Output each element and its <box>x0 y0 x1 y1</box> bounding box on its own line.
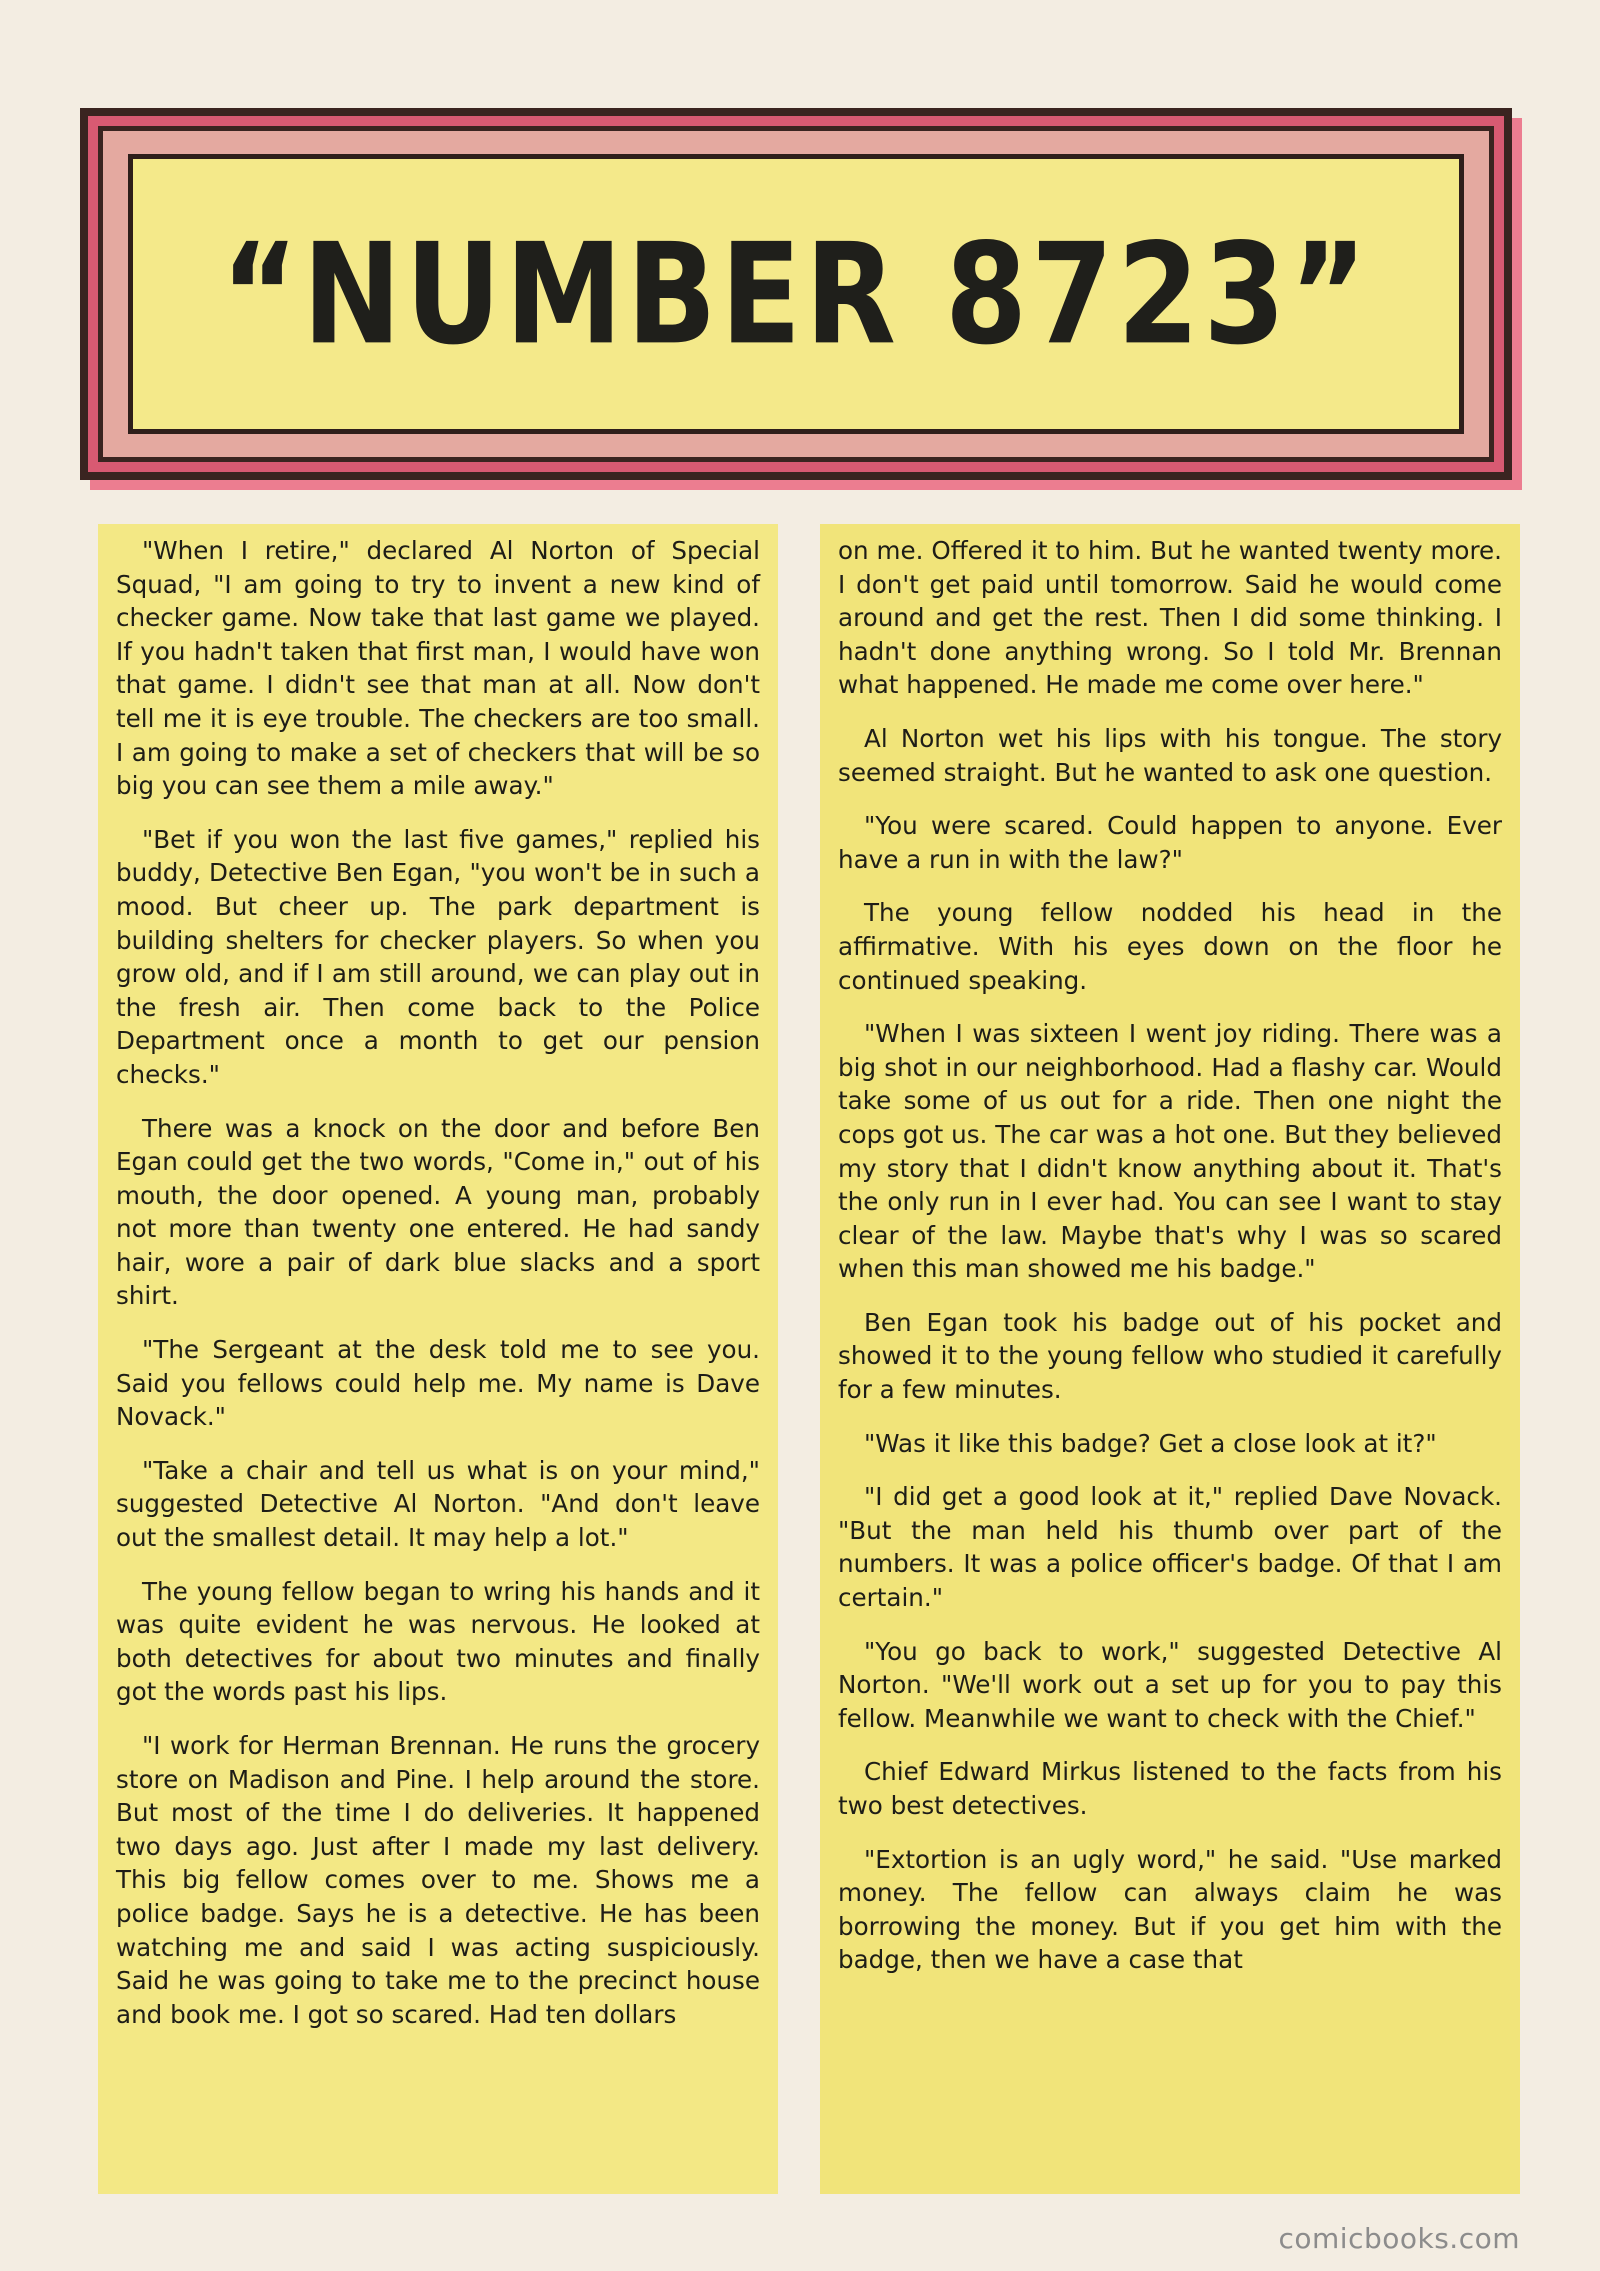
paragraph: "The Sergeant at the desk told me to see you. Said you fellows could help me. My name is Dave Novack." <box>116 1335 760 1432</box>
paragraph: Al Norton wet his lips with his tongue. The story seemed straight. But he wanted to ask one question. <box>838 723 1502 787</box>
paragraph: Chief Edward Mirkus listened to the facts from his two best detectives. <box>838 1757 1502 1820</box>
paragraph: "I work for Herman Brennan. He runs the grocery store on Madison and Pine. I help around the store. But most of the time I do deliveries. It happened two days ago. Just after I made my last delivery. This big fellow comes over to me. Shows me a police badge. Says he is a detective. He has been watching me and said I was acting suspiciously. Said he was going to take me to the precinct house and book me. I got so scared. Had ten dollars <box>116 1731 760 2029</box>
text-column-left <box>98 524 778 2194</box>
paragraph: There was a knock on the door and before Ben Egan could get the two words, "Come in," out of his mouth, the door opened. A young man, probably not more than twenty one entered. He had sandy hair, wore a pair of dark blue slacks and a sport shirt. <box>116 1113 760 1311</box>
paragraph: The young fellow began to wring his hands and it was quite evident he was nervous. He looked at both detectives for about two minutes and finally got the words past his lips. <box>116 1576 760 1707</box>
paragraph: Ben Egan took his badge out of his pocket and showed it to the young fellow who studied it carefully for a few minutes. <box>838 1307 1502 1405</box>
paragraph: "Take a chair and tell us what is on your mind," suggested Detective Al Norton. "And don't leave out the smallest detail. It may help a lot." <box>116 1455 760 1553</box>
paragraph: "When I retire," declared Al Norton of Special Squad, "I am going to try to invent a new kind of checker game. Now take that last game we played. If you hadn't taken that first man, I would have won that game. I didn't see that man at all. Now don't tell me it is eye trouble. The checkers are too small. I am going to make a set of checkers that will be so big you can see them a mile away." <box>116 536 760 801</box>
paragraph: "Extortion is an ugly word," he said. "Use marked money. The fellow can always claim he was borrowing the money. But if you get him with the badge, then we have a case that <box>838 1844 1502 1975</box>
paragraph: "Bet if you won the last five games," replied his buddy, Detective Ben Egan, "you won't be in such a mood. But cheer up. The park department is building shelters for checker players. So when you grow old, and if I am still around, we can play out in the fresh air. Then come back to the Police Department once a month to get our pension checks." <box>116 824 760 1089</box>
paragraph: on me. Offered it to him. But he wanted twenty more. I don't get paid until tomorrow. Said he would come around and get the rest. Then I did some thinking. I hadn't done anything wrong. So I told Mr. Brennan what happened. He made me come over here." <box>838 536 1502 700</box>
title-panel <box>128 154 1464 434</box>
story-title: “NUMBER 8723” <box>220 212 1371 376</box>
paragraph: "I did get a good look at it," replied Dave Novack. "But the man held his thumb over part of the numbers. It was a police officer's badge. Of that I am certain." <box>838 1482 1502 1613</box>
paragraph: "You go back to work," suggested Detective Al Norton. "We'll work out a set up for you to pay this fellow. Meanwhile we want to check with the Chief." <box>838 1636 1502 1733</box>
paragraph: "You were scared. Could happen to anyone. Ever have a run in with the law?" <box>838 811 1502 874</box>
watermark: comicbooks.com <box>1278 2222 1520 2255</box>
paragraph: The young fellow nodded his head in the affirmative. With his eyes down on the floor he continued speaking. <box>838 898 1502 995</box>
title-banner <box>80 108 1512 480</box>
paragraph: "When I was sixteen I went joy riding. There was a big shot in our neighborhood. Had a flashy car. Would take some of us out for a ride. Then one night the cops got us. The car was a hot one. But they believed my story that I didn't know anything about it. That's the only run in I ever had. You can see I want to stay clear of the law. Maybe that's why I was so scared when this man showed me his badge." <box>838 1019 1502 1284</box>
paragraph: "Was it like this badge? Get a close look at it?" <box>864 1428 1437 1458</box>
text-column-right <box>820 524 1520 2194</box>
